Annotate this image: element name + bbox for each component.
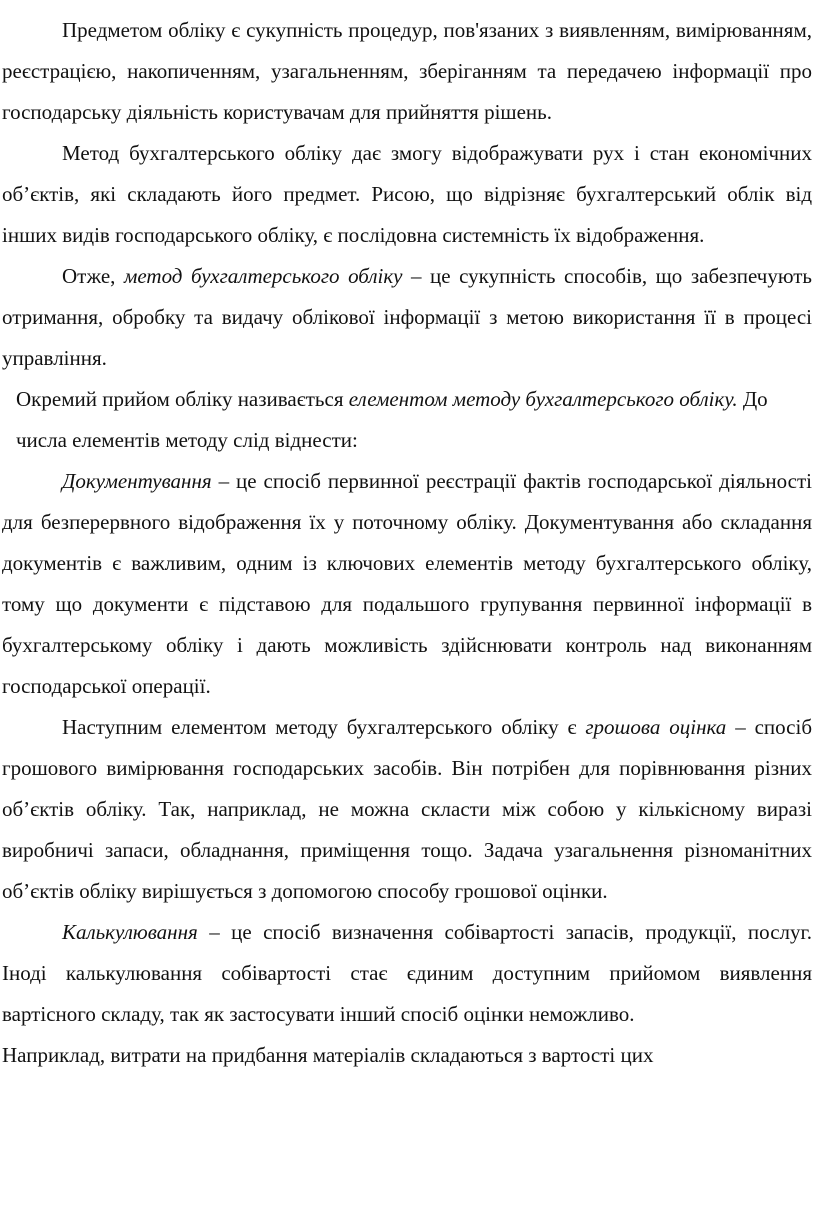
paragraph-text: – це сукупність способів, що забезпечують отримання, обробку та видачу облікової інформації з метою використання її в процесі управління. [2,264,813,370]
paragraph-text: Метод бухгалтерського обліку дає змогу відображувати рух і стан економічних об’єктів, які складають його предмет. Рисою, що відрізняє бухгалтерський облік від інших видів господарського обліку, є послідовна системність їх відображення. [2,141,812,247]
document-page [2,10,812,1076]
paragraph-text: Отже, [62,264,124,288]
paragraph-subject [2,10,812,133]
term-element: елементом методу бухгалтерського обліку. [348,387,738,411]
paragraph-documentation [2,461,812,707]
term-costing: Калькулювання [62,920,198,944]
paragraph-text: Наступним елементом методу бухгалтерського обліку є [62,715,586,739]
paragraph-text: До числа елементів методу слід віднести: [16,387,768,452]
paragraph-costing [2,912,812,1035]
paragraph-text: Окремий прийом обліку називається [16,387,349,411]
term-method: метод бухгалтерського обліку [123,264,403,288]
paragraph-example [2,1035,812,1076]
term-valuation: грошова оцінка [585,715,727,739]
term-documentation: Документування [62,469,212,493]
paragraph-text: – це спосіб визначення собівартості запасів, продукції, послуг. Іноді калькулювання собівартості стає єдиним доступним прийомом виявлення вартісного складу, так як застосувати інший спосіб оцінки неможливо. [2,920,812,1026]
paragraph-valuation [2,707,812,912]
paragraph-text: Наприклад, витрати на придбання матеріалів складаються з вартості цих [2,1043,654,1067]
paragraph-element-definition [2,379,812,461]
paragraph-method [2,133,812,256]
paragraph-method-definition [2,256,812,379]
paragraph-text: – це спосіб первинної реєстрації фактів господарської діяльності для безперервного відображення їх у поточному обліку. Документування або складання документів є важливим, одним із ключових елементів методу бухгалтерського обліку, тому що документи є підставою для подальшого групування первинної інформації в бухгалтерському обліку і дають можливість здійснювати контроль над виконанням господарської операції. [2,469,812,698]
paragraph-text: – спосіб грошового вимірювання господарських засобів. Він потрібен для порівнювання різних об’єктів обліку. Так, наприклад, не можна скласти між собою у кількісному виразі виробничі запаси, обладнання, приміщення тощо. Задача узагальнення різноманітних об’єктів обліку вирішується з допомогою способу грошової оцінки. [2,715,812,903]
paragraph-text: Предметом обліку є сукупність процедур, пов'язаних з виявленням, вимірюванням, реєстрацією, накопиченням, узагальненням, зберіганням та передачею інформації про господарську діяльність користувачам для прийняття рішень. [2,18,812,124]
